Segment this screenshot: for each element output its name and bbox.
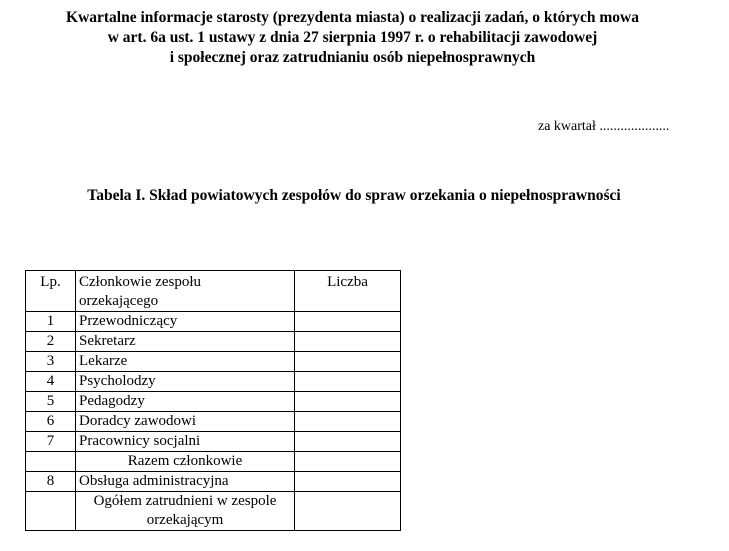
row-count-cell[interactable] [295,332,401,352]
row-label: Pracownicy socjalni [76,432,295,452]
row-label [76,492,295,531]
row-label: Lekarze [76,352,295,372]
row-label: Obsługa administracyjna [76,472,295,492]
row-label: Psycholodzy [76,372,295,392]
header-line-1: Kwartalne informacje starosty (prezydenta miasta) o realizacji zadań, o których mowa [66,9,639,26]
row-count-cell[interactable] [295,452,401,472]
document-header [0,8,705,68]
row-count-cell[interactable] [295,432,401,452]
header-members-line-1: Członkowie zespołu [79,274,202,290]
row-lp: 3 [26,352,76,372]
row-lp [26,492,76,531]
table-row [26,312,401,332]
table-row [26,352,401,372]
header-members-line-2: orzekającego [79,293,159,309]
row-count-cell[interactable] [295,312,401,332]
row-label: Razem członkowie [76,452,295,472]
table-header-row [26,271,401,312]
grand-total-label-line-2: orzekającym [146,512,224,528]
header-lp: Lp. [26,271,76,312]
row-count-cell[interactable] [295,352,401,372]
row-lp: 5 [26,392,76,412]
row-lp: 4 [26,372,76,392]
table-row [26,472,401,492]
quarter-label: za kwartał .................... [538,119,670,134]
table-row [26,432,401,452]
row-lp: 8 [26,472,76,492]
table-row-grand-total [26,492,401,531]
table-row [26,412,401,432]
table-title: Tabela I. Skład powiatowych zespołów do spraw orzekania o niepełnosprawności [87,187,621,204]
grand-total-label-line-1: Ogółem zatrudnieni w zespole [93,493,277,509]
row-label: Doradcy zawodowi [76,412,295,432]
table-row [26,332,401,352]
row-count-cell[interactable] [295,372,401,392]
table-row [26,392,401,412]
row-lp: 7 [26,432,76,452]
row-count-cell[interactable] [295,472,401,492]
row-lp: 2 [26,332,76,352]
row-lp [26,452,76,472]
row-label: Sekretarz [76,332,295,352]
row-label: Pedagodzy [76,392,295,412]
header-line-2: w art. 6a ust. 1 ustawy z dnia 27 sierpnia 1997 r. o rehabilitacji zawodowej [107,29,598,46]
composition-table [25,270,401,531]
table-row-total-members [26,452,401,472]
header-count: Liczba [295,271,401,312]
row-count-cell[interactable] [295,412,401,432]
row-count-cell[interactable] [295,392,401,412]
header-members [76,271,295,312]
row-lp: 6 [26,412,76,432]
row-lp: 1 [26,312,76,332]
table-row [26,372,401,392]
row-label: Przewodniczący [76,312,295,332]
row-count-cell[interactable] [295,492,401,531]
header-line-3: i społecznej oraz zatrudnianiu osób niepełnosprawnych [169,49,536,66]
